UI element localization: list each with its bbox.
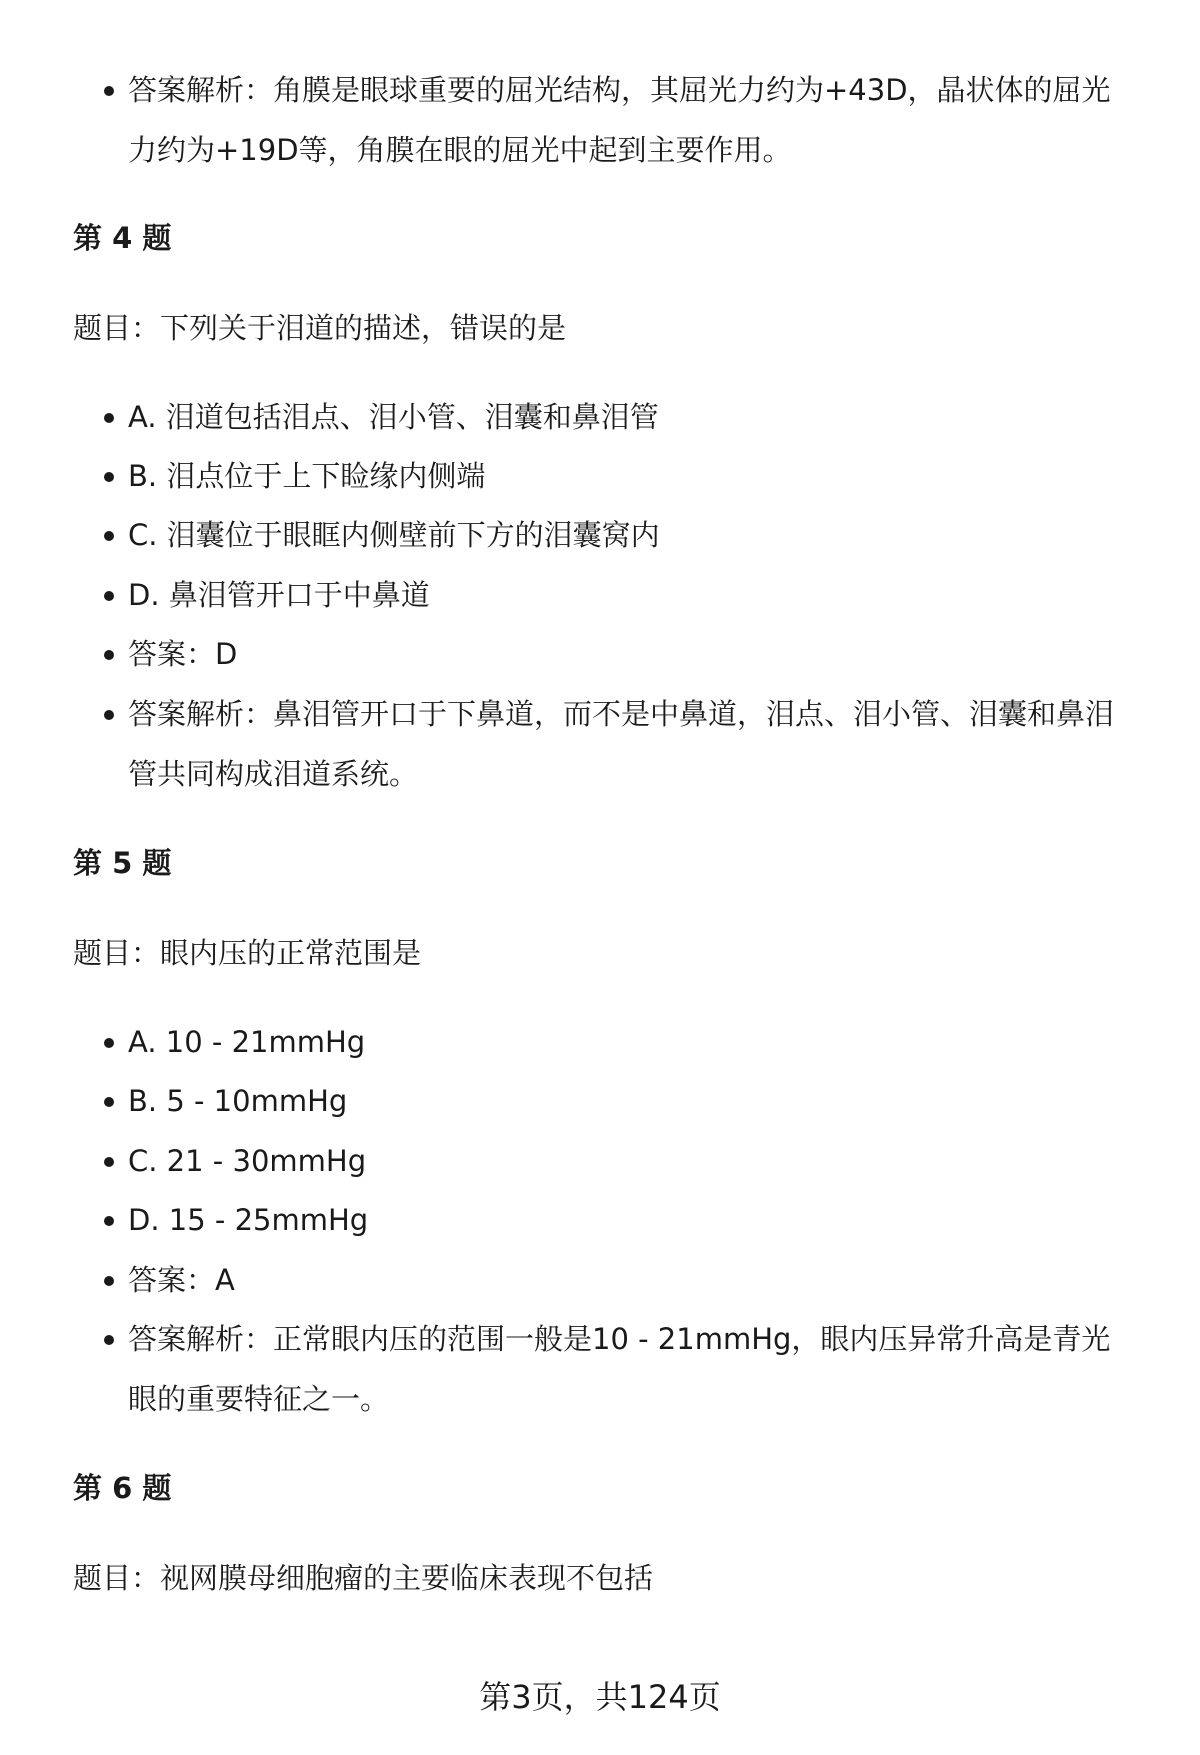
option-text: D. 鼻泪管开口于中鼻道 (128, 578, 430, 612)
bullet-icon (104, 1157, 114, 1167)
q4-option-d (128, 565, 1138, 625)
answer-text: 答案：D (128, 637, 238, 671)
q3-explanation-text: 答案解析：角膜是眼球重要的屈光结构，其屈光力约为+43D，晶状体的屈光力约为+19D等，角膜在眼的屈光中起到主要作用。 (128, 73, 1111, 167)
option-text: C. 泪囊位于眼眶内侧壁前下方的泪囊窝内 (128, 518, 660, 552)
option-text: A. 10 - 21mmHg (128, 1025, 366, 1059)
q5-question: 题目：眼内压的正常范围是 (73, 936, 422, 970)
q4-explanation (128, 684, 1138, 804)
q4-option-a (128, 387, 1138, 447)
q5-option-c (128, 1131, 1138, 1191)
q6-heading: 第 6 题 (73, 1471, 172, 1505)
q3-explanation (128, 60, 1138, 180)
option-text: C. 21 - 30mmHg (128, 1144, 367, 1178)
option-text: B. 泪点位于上下睑缘内侧端 (128, 459, 486, 493)
bullet-icon (104, 531, 114, 541)
page-number-footer: 第3页，共124页 (479, 1678, 721, 1716)
bullet-icon (104, 472, 114, 482)
explanation-text: 答案解析：正常眼内压的范围一般是10 - 21mmHg，眼内压异常升高是青光眼的重要特征之一。 (128, 1322, 1111, 1416)
q5-option-a (128, 1012, 1138, 1072)
q5-answer (128, 1250, 1138, 1310)
explanation-text: 答案解析：鼻泪管开口于下鼻道，而不是中鼻道，泪点、泪小管、泪囊和鼻泪管共同构成泪道系统。 (128, 697, 1115, 791)
bullet-icon (104, 1216, 114, 1226)
q4-question: 题目：下列关于泪道的描述，错误的是 (73, 311, 567, 345)
q4-option-b (128, 446, 1138, 506)
q4-answer (128, 624, 1138, 684)
bullet-icon (104, 86, 114, 96)
q6-question: 题目：视网膜母细胞瘤的主要临床表现不包括 (73, 1561, 654, 1595)
answer-text: 答案：A (128, 1263, 235, 1297)
option-text: A. 泪道包括泪点、泪小管、泪囊和鼻泪管 (128, 400, 659, 434)
option-text: D. 15 - 25mmHg (128, 1203, 369, 1237)
bullet-icon (104, 710, 114, 720)
bullet-icon (104, 591, 114, 601)
option-text: B. 5 - 10mmHg (128, 1084, 348, 1118)
q5-option-b (128, 1071, 1138, 1131)
bullet-icon (104, 650, 114, 660)
bullet-icon (104, 1097, 114, 1107)
q5-option-d (128, 1190, 1138, 1250)
q4-heading: 第 4 题 (73, 221, 172, 255)
bullet-icon (104, 1335, 114, 1345)
bullet-icon (104, 413, 114, 423)
bullet-icon (104, 1276, 114, 1286)
q5-heading: 第 5 题 (73, 846, 172, 880)
q4-option-c (128, 505, 1138, 565)
q5-explanation (128, 1309, 1138, 1429)
bullet-icon (104, 1038, 114, 1048)
